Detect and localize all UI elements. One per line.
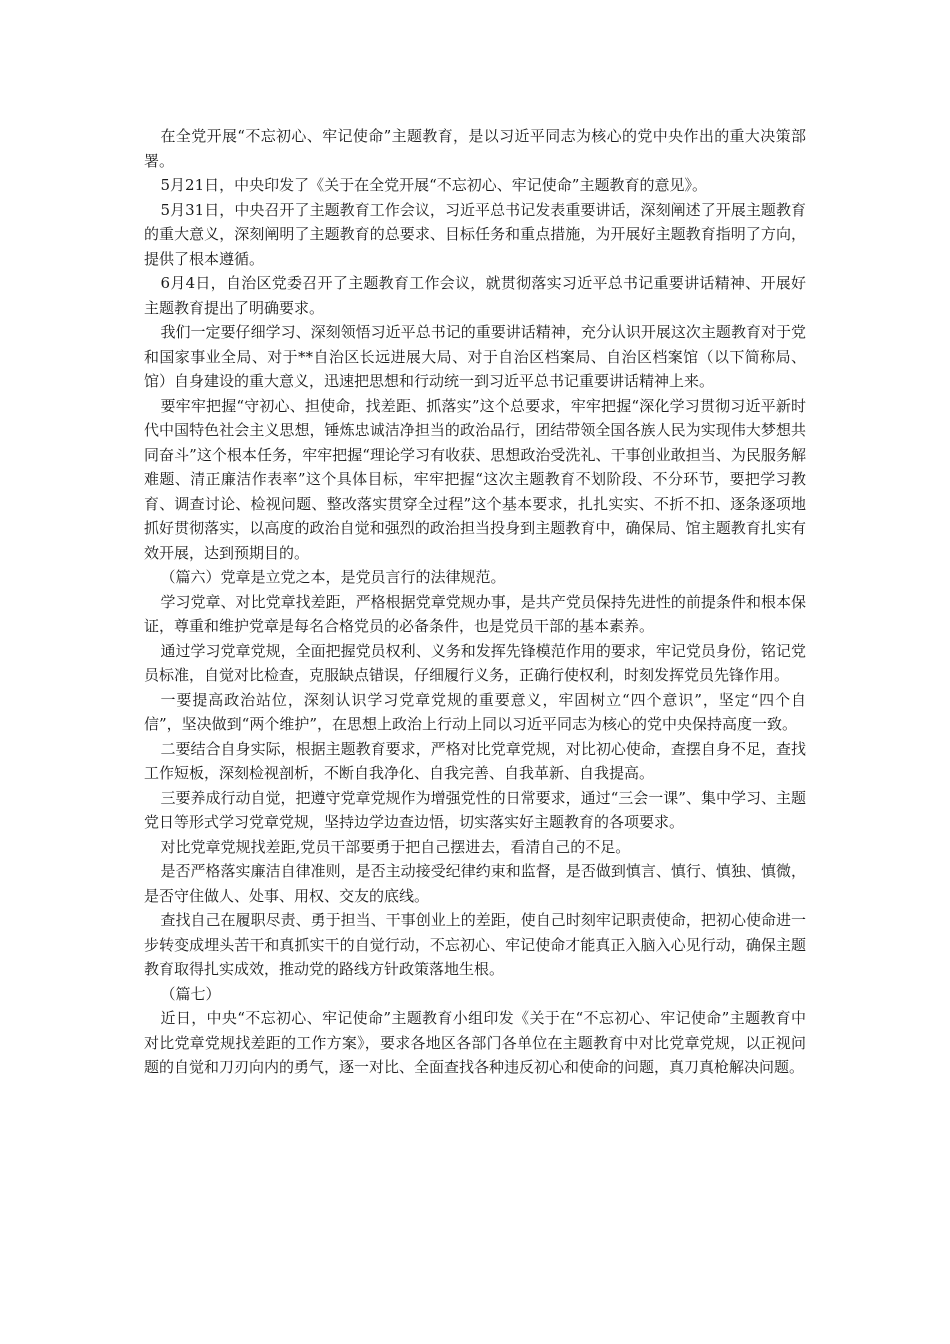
paragraph-17: 近日，中央“不忘初心、牢记使命”主题教育小组印发《关于在“不忘初心、牢记使命”主题教育中对比党章党规找差距的工作方案》，要求各地区各部门各单位在主题教育中对比党章党规，以正视问题的自觉和刀刃向内的勇气，逐一对比、全面查找各种违反初心和使命的问题，真刀真枪解决问题。 bbox=[144, 1009, 806, 1076]
paragraph-9: 通过学习党章党规，全面把握党员权利、义务和发挥先锋模范作用的要求，牢记党员身份，铭记党员标准，自觉对比检查，克服缺点错误，仔细履行义务，正确行使权利，时刻发挥党员先锋作用。 bbox=[144, 641, 806, 684]
paragraph-7: （篇六）党章是立党之本，是党员言行的法律规范。 bbox=[160, 568, 506, 586]
paragraph-8: 学习党章、对比党章找差距，严格根据党章党规办事，是共产党员保持先进性的前提条件和根本保证，尊重和维护党章是每名合格党员的必备条件，也是党员干部的基本素养。 bbox=[144, 592, 806, 635]
paragraph-1: 在全党开展“不忘初心、牢记使命”主题教育，是以习近平同志为核心的党中央作出的重大决策部署。 bbox=[144, 127, 806, 170]
paragraph-12: 三要养成行动自觉，把遵守党章党规作为增强党性的日常要求，通过“三会一课”、集中学习、主题党日等形式学习党章党规，坚持边学边查边悟，切实落实好主题教育的各项要求。 bbox=[144, 788, 806, 831]
paragraph-13: 对比党章党规找差距,党员干部要勇于把自己摆进去，看清自己的不足。 bbox=[160, 837, 631, 856]
paragraph-3: 5月31日，中央召开了主题教育工作会议，习近平总书记发表重要讲话，深刻阐述了开展主题教育的重大意义，深刻阐明了主题教育的总要求、目标任务和重点措施，为开展好主题教育指明了方向，提供了根本遵循。 bbox=[144, 200, 806, 268]
paragraph-6: 要牢牢把握“守初心、担使命，找差距、抓落实”这个总要求，牢牢把握“深化学习贯彻习近平新时代中国特色社会主义思想，锤炼忠诚洁净担当的政治品行，团结带领全国各族人民为实现伟大梦想共同奋斗”这个根本任务，牢牢把握“理论学习有收获、思想政治受洗礼、干事创业敢担当、为民服务解难题、清正廉洁作表率”这个具体目标，牢牢把握“这次主题教育不划阶段、不分环节，要把学习教育、调查讨论、检视问题、整改落实贯穿全过程”这个基本要求，扎扎实实、不折不扣、逐条逐项地抓好贯彻落实，以高度的政治自觉和强烈的政治担当投身到主题教育中，确保局、馆主题教育扎实有效开展，达到预期目的。 bbox=[144, 396, 806, 562]
paragraph-10: 一要提高政治站位，深刻认识学习党章党规的重要意义，牢固树立“四个意识”，坚定“四个自信”，坚决做到“两个维护”，在思想上政治上行动上同以习近平同志为核心的党中央保持高度一致。 bbox=[144, 690, 806, 733]
paragraph-15: 查找自己在履职尽责、勇于担当、干事创业上的差距，使自己时刻牢记职责使命，把初心使命进一步转变成埋头苦干和真抓实干的自觉行动，不忘初心、牢记使命才能真正入脑入心见行动，确保主题教育取得扎实成效，推动党的路线方针政策落地生根。 bbox=[144, 911, 806, 978]
paragraph-2: 5月21日，中央印发了《关于在全党开展“不忘初心、牢记使命”主题教育的意见》。 bbox=[160, 176, 707, 194]
paragraph-14: 是否严格落实廉洁自律准则，是否主动接受纪律约束和监督，是否做到慎言、慎行、慎独、慎微，是否守住做人、处事、用权、交友的底线。 bbox=[144, 862, 806, 905]
paragraph-4: 6月4日，自治区党委召开了主题教育工作会议，就贯彻落实习近平总书记重要讲话精神、开展好主题教育提出了明确要求。 bbox=[144, 274, 806, 317]
paragraph-11: 二要结合自身实际，根据主题教育要求，严格对比党章党规，对比初心使命，查摆自身不足，查找工作短板，深刻检视剖析，不断自我净化、自我完善、自我革新、自我提高。 bbox=[144, 739, 806, 782]
paragraph-5: 我们一定要仔细学习、深刻领悟习近平总书记的重要讲话精神，充分认识开展这次主题教育对于党和国家事业全局、对于**自治区长远进展大局、对于自治区档案局、自治区档案馆（以下简称局、馆）自身建设的重大意义，迅速把思想和行动统一到习近平总书记重要讲话精神上来。 bbox=[144, 323, 806, 390]
paragraph-16: （篇七） bbox=[160, 984, 221, 1003]
document-body bbox=[144, 124, 806, 1080]
